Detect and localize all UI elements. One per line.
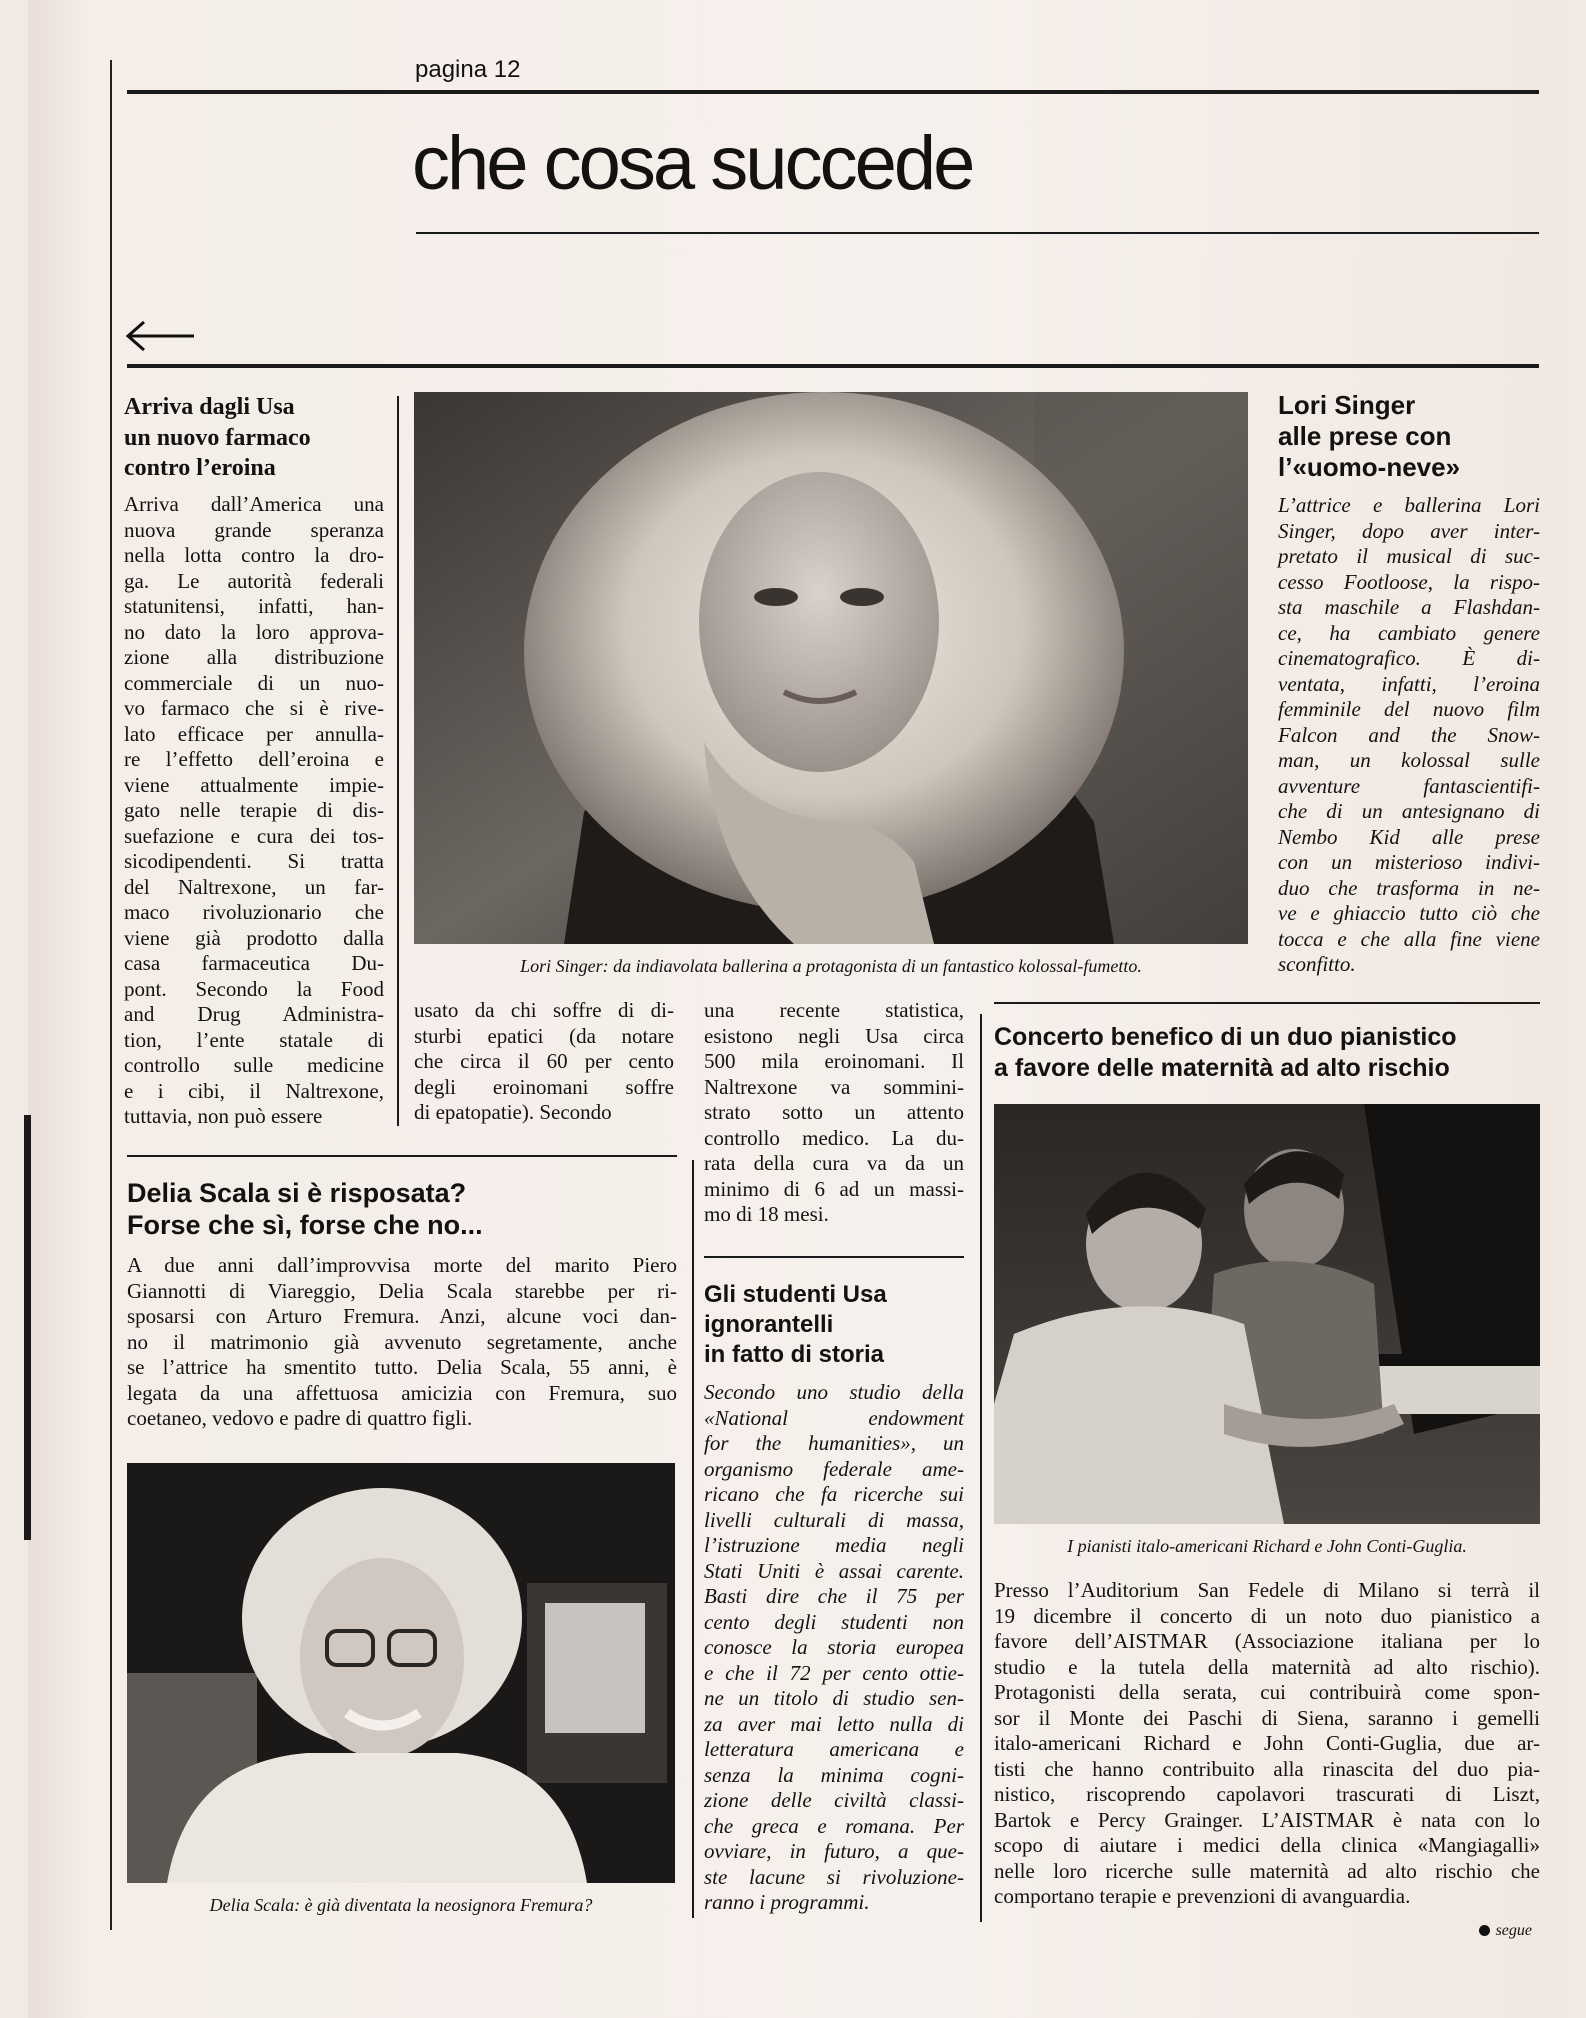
headline-delia-scala <box>127 1177 677 1241</box>
text-line: man, un kolossal sulle <box>1278 748 1540 772</box>
text-line: Falcon and the Snow- <box>1278 722 1540 747</box>
text-line: no dato la loro approva- <box>124 619 384 644</box>
text-line: «National endowment <box>704 1405 964 1430</box>
text-line: no il matrimonio già avvenuto segretamente, anche <box>127 1329 677 1354</box>
text-line: tion, l’ente statale di <box>124 1027 384 1052</box>
text-line: 500 mila eroinomani. Il <box>704 1049 964 1073</box>
body-concerto <box>994 1578 1540 1910</box>
headline-line: Delia Scala si è risposata? <box>127 1178 467 1208</box>
text-line: di epatopatie). Secondo <box>414 1100 612 1124</box>
column-rule <box>692 1160 694 1918</box>
text-line: pretato il musical di suc- <box>1278 544 1540 568</box>
studenti-top-rule <box>704 1256 964 1258</box>
headline-concerto <box>994 1022 1540 1084</box>
caption-lori-singer: Lori Singer: da indiavolata ballerina a protagonista di un fantastico kolossal-fumetto. <box>520 956 1142 976</box>
text-line: strato sotto un attento <box>704 1100 964 1124</box>
scala-top-rule <box>127 1155 677 1157</box>
body-farmaco-col2 <box>414 998 674 1126</box>
text-line: sta maschile a Flashdan- <box>1278 595 1540 619</box>
column-rule <box>397 396 399 1126</box>
text-line: suefazione e cura dei tos- <box>124 823 384 848</box>
text-line: maco rivoluzionario che <box>124 900 384 925</box>
headline-line: Gli studenti Usa <box>704 1281 887 1308</box>
text-line: nella lotta contro la dro- <box>124 543 384 568</box>
text-line: nelle loro ricerche sulle maternità ad alto rischio che <box>994 1858 1540 1883</box>
text-line: sturbi epatici (da notare <box>414 1023 674 1048</box>
headline-line: a favore delle maternità ad alto rischio <box>994 1054 1450 1082</box>
text-line: che di un antesignano di <box>1278 799 1540 823</box>
text-line: statunitensi, infatti, han- <box>124 594 384 619</box>
text-line: nuova grande speranza <box>124 517 384 542</box>
body-delia-scala <box>127 1253 677 1432</box>
page-edge-mark <box>24 1115 31 1540</box>
text-line: ga. Le autorità federali <box>124 568 384 593</box>
text-line: livelli culturali di massa, <box>704 1507 964 1532</box>
text-line: mo di 18 mesi. <box>704 1202 829 1226</box>
article-concerto <box>994 1022 1540 1084</box>
body-studenti <box>704 1380 964 1916</box>
text-line: sicodipendenti. Si tratta <box>124 849 384 874</box>
text-line: legata da una affettuosa amicizia con Fremura, suo <box>127 1380 677 1405</box>
text-line: nistico, riscoprendo capolavori trascurati di Liszt, <box>994 1782 1540 1806</box>
text-line: commerciale di un nuo- <box>124 670 384 695</box>
text-line: sposarsi con Arturo Fremura. Anzi, alcune voci dan- <box>127 1304 677 1328</box>
text-line: studio e la tutela della maternità ad alto rischio). <box>994 1654 1540 1679</box>
photo-lori-singer <box>414 392 1248 944</box>
text-line: re l’effetto dell’eroina e <box>124 747 384 772</box>
headline-farmaco <box>124 392 384 484</box>
headline-line: ignorantelli <box>704 1311 834 1338</box>
text-line: ste lacune si rivoluzione- <box>704 1864 964 1889</box>
text-line: esistono negli Usa circa <box>704 1023 964 1048</box>
text-line: ne un titolo di studio sen- <box>704 1686 964 1710</box>
text-line: del Naltrexone, un far- <box>124 874 384 899</box>
article-farmaco <box>124 392 384 1130</box>
text-line: e che il 72 per cento ottie- <box>704 1660 964 1685</box>
text-line: sconfitto. <box>1278 952 1356 976</box>
section-title: che cosa succede <box>412 121 973 206</box>
text-line: usato da chi soffre di di- <box>414 998 674 1022</box>
text-line: Stati Uniti è assai carente. <box>704 1558 964 1583</box>
page-number: pagina 12 <box>415 56 521 83</box>
body-farmaco-col2-text <box>414 998 674 1126</box>
headline-studenti <box>704 1280 964 1370</box>
text-line: coetaneo, vedovo e padre di quattro figli. <box>127 1406 473 1430</box>
text-line: vo farmaco che si è rive- <box>124 696 384 721</box>
text-line: l’istruzione media negli <box>704 1533 964 1557</box>
title-underline <box>416 232 1539 234</box>
text-line: che greca e romana. Per <box>704 1813 964 1838</box>
article-lori-singer <box>1278 390 1540 978</box>
concerto-top-rule <box>994 1002 1540 1004</box>
headline-line: Arriva dagli Usa <box>124 394 295 420</box>
text-line: zione delle civiltà classi- <box>704 1788 964 1812</box>
text-line: Nembo Kid alle prese <box>1278 824 1540 849</box>
text-line: e i cibi, il Naltrexone, <box>124 1078 384 1103</box>
text-line: controllo sulle medicine <box>124 1053 384 1078</box>
text-line: che circa il 60 per cento <box>414 1049 674 1073</box>
text-line: senza la minima cogni- <box>704 1762 964 1787</box>
headline-line: alle prese con <box>1278 421 1452 451</box>
headline-line: l’«uomo-neve» <box>1278 452 1461 482</box>
text-line: Protagonisti della serata, cui contribuirà come spon- <box>994 1680 1540 1704</box>
text-line: una recente statistica, <box>704 998 964 1022</box>
text-line: Arriva dall’America una <box>124 492 384 517</box>
photo-pianisti <box>994 1104 1540 1524</box>
text-line: viene già prodotto dalla <box>124 925 384 950</box>
body-lori-singer <box>1278 493 1540 978</box>
text-line: cesso Footloose, la rispo- <box>1278 569 1540 594</box>
body-farmaco-col3-text <box>704 998 964 1228</box>
text-line: 19 dicembre il concerto di un noto duo pianistico a <box>994 1603 1540 1628</box>
headline-line: Concerto benefico di un duo pianistico <box>994 1023 1457 1051</box>
text-line: rata della cura va da un <box>704 1151 964 1175</box>
bullet-icon <box>1479 1925 1490 1936</box>
segue-marker <box>1479 1922 1532 1940</box>
text-line: L’attrice e ballerina Lori <box>1278 493 1540 517</box>
text-line: favore dell’AISTMAR (Associazione italiana per lo <box>994 1629 1540 1653</box>
caption-delia-scala: Delia Scala: è già diventata la neosignora Fremura? <box>209 1895 593 1915</box>
text-line: Presso l’Auditorium San Fedele di Milano si terrà il <box>994 1578 1540 1602</box>
text-line: organismo federale ame- <box>704 1456 964 1481</box>
text-line: ranno i programmi. <box>704 1890 870 1914</box>
text-line: Giannotti di Viareggio, Delia Scala starebbe per ri- <box>127 1278 677 1303</box>
text-line: femminile del nuovo film <box>1278 697 1540 721</box>
column-rule <box>980 1014 982 1922</box>
text-line: zione alla distribuzione <box>124 645 384 670</box>
text-line: Naltrexone va sommini- <box>704 1074 964 1099</box>
text-line: za aver mai letto nulla di <box>704 1711 964 1736</box>
text-line: duo che trasforma in ne- <box>1278 875 1540 900</box>
left-margin-rule <box>110 60 112 1930</box>
body-farmaco-col1 <box>124 492 384 1130</box>
body-farmaco-col3 <box>704 998 964 1228</box>
headline-line: Lori Singer <box>1278 390 1416 420</box>
headline-line: Forse che sì, forse che no... <box>127 1210 483 1240</box>
text-line: Singer, dopo aver inter- <box>1278 518 1540 543</box>
article-delia-scala <box>127 1177 677 1432</box>
text-line: sor il Monte dei Paschi di Siena, saranno i gemelli <box>994 1705 1540 1730</box>
text-line: viene attualmente impie- <box>124 772 384 797</box>
text-line: letteratura americana e <box>704 1737 964 1761</box>
text-line: con un misterioso indivi- <box>1278 850 1540 874</box>
text-line: casa farmaceutica Du- <box>124 951 384 976</box>
text-line: gato nelle terapie di dis- <box>124 798 384 823</box>
headline-line: in fatto di storia <box>704 1341 884 1368</box>
text-line: comportano terapie e prevenzioni di avanguardia. <box>994 1884 1411 1908</box>
headline-line: un nuovo farmaco <box>124 424 311 451</box>
text-line: Secondo uno studio della <box>704 1380 964 1404</box>
text-line: cinematografico. È di- <box>1278 646 1540 670</box>
text-line: ovviare, in futuro, a que- <box>704 1839 964 1863</box>
section-rule <box>127 364 1539 368</box>
text-line: ce, ha cambiato genere <box>1278 620 1540 645</box>
text-line: avventure fantascientifi- <box>1278 773 1540 798</box>
text-line: tocca e che alla fine viene <box>1278 926 1540 951</box>
left-arrow-icon[interactable] <box>124 318 196 354</box>
headline-line: contro l’eroina <box>124 455 276 482</box>
text-line: tuttavia, non può essere <box>124 1104 323 1129</box>
header-rule <box>127 90 1539 94</box>
text-line: A due anni dall’improvvisa morte del marito Piero <box>127 1253 677 1277</box>
text-line: italo-americani Richard e John Conti-Guglia, due ar- <box>994 1731 1540 1755</box>
segue-label: segue <box>1495 1922 1532 1939</box>
photo-delia-scala <box>127 1463 675 1883</box>
caption-pianisti: I pianisti italo-americani Richard e John Conti-Guglia. <box>1067 1536 1467 1556</box>
text-line: ricano che fa ricerche sui <box>704 1482 964 1506</box>
text-line: pont. Secondo la Food <box>124 976 384 1001</box>
text-line: minimo di 6 ad un massi- <box>704 1176 964 1201</box>
article-studenti <box>704 1280 964 1916</box>
text-line: scopo di aiutare i medici della clinica «Mangiagalli» <box>994 1833 1540 1857</box>
text-line: controllo medico. La du- <box>704 1125 964 1150</box>
text-line: and Drug Administra- <box>124 1002 384 1027</box>
text-line: ve e ghiaccio tutto ciò che <box>1278 901 1540 925</box>
text-line: lato efficace per annulla- <box>124 721 384 746</box>
text-line: degli eroinomani soffre <box>414 1074 674 1099</box>
text-line: ventata, infatti, l’eroina <box>1278 671 1540 696</box>
text-line: Basti dire che il 75 per <box>704 1584 964 1608</box>
text-line: tisti che hanno contribuito alla rinascita del duo pia- <box>994 1756 1540 1781</box>
text-line: Bartok e Percy Grainger. L’AISTMAR è nata con lo <box>994 1807 1540 1832</box>
body-concerto-text <box>994 1578 1540 1910</box>
text-line: for the humanities», un <box>704 1431 964 1455</box>
text-line: cento degli studenti non <box>704 1609 964 1634</box>
text-line: se l’attrice ha smentito tutto. Delia Scala, 55 anni, è <box>127 1355 677 1379</box>
headline-lori-singer <box>1278 390 1540 483</box>
text-line: conosce la storia europea <box>704 1635 964 1659</box>
